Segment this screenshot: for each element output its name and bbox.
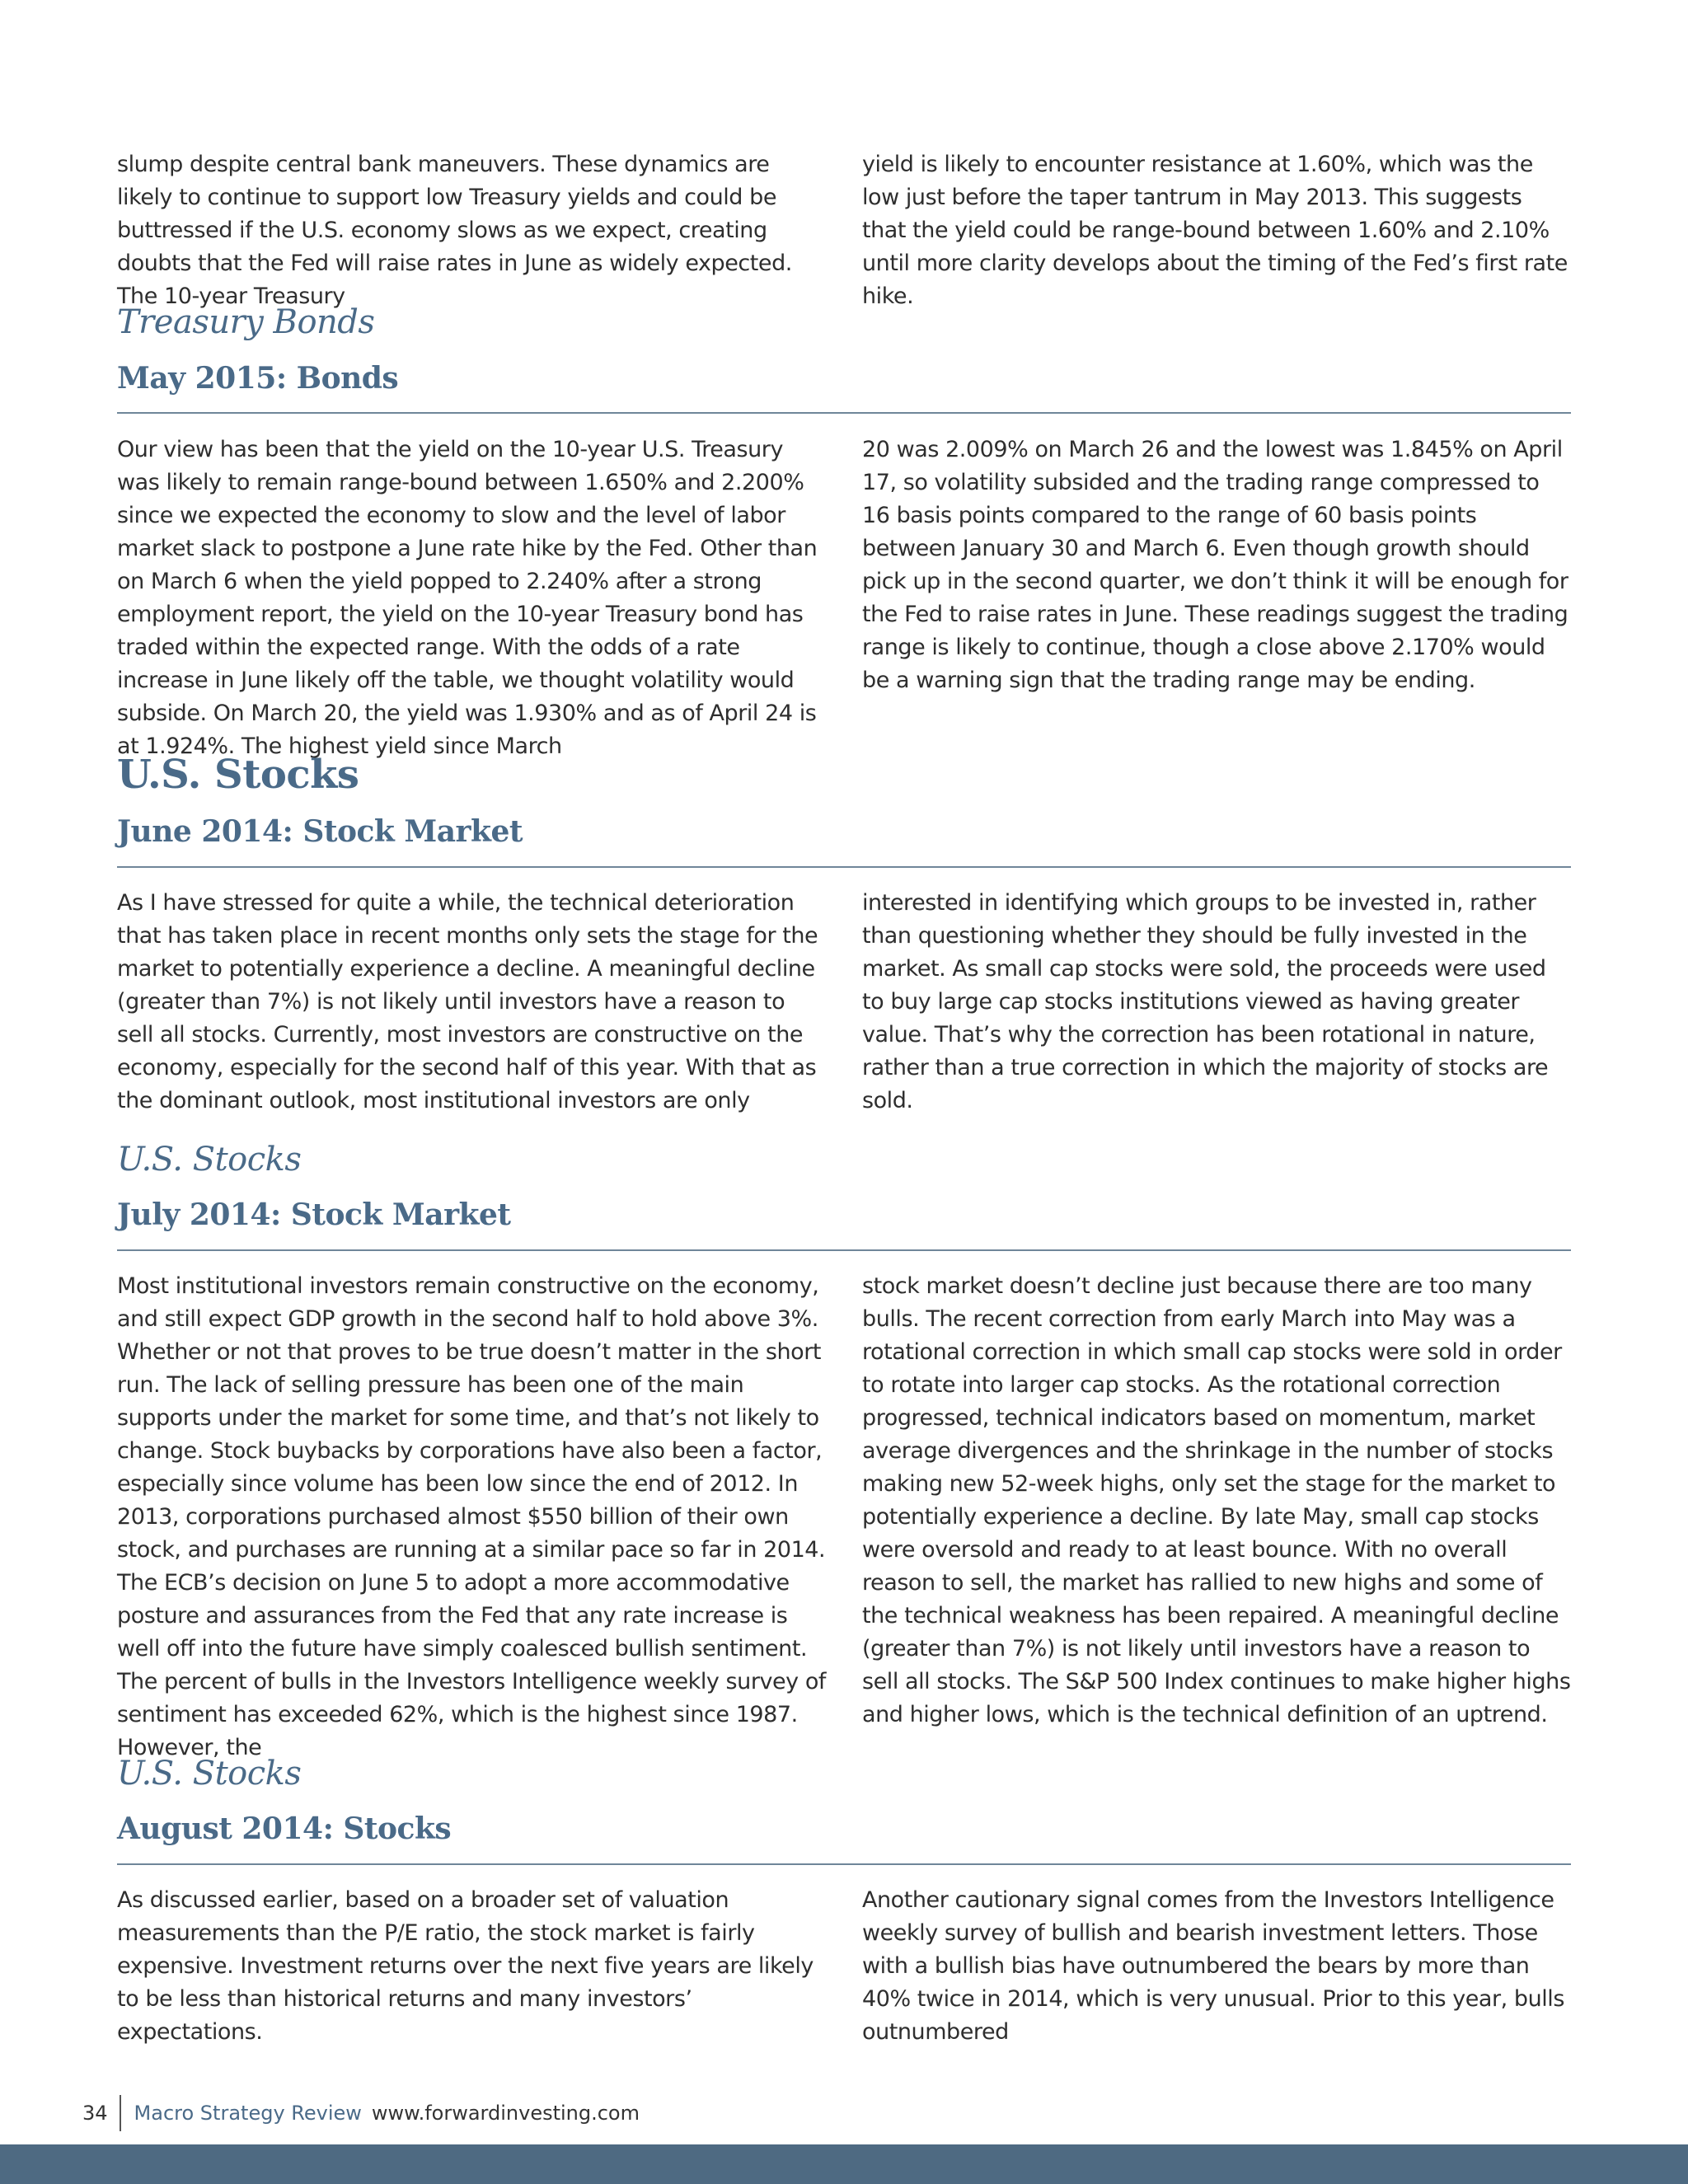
column-right xyxy=(862,434,1571,763)
publication-name: Macro Strategy Review xyxy=(134,2102,362,2125)
section-divider xyxy=(117,866,1571,868)
paragraph: Our view has been that the yield on the 10-year U.S. Treasury was likely to remain range-bound between 1.650% and 2.200% since we expected the economy to slow and the level of labor market slack to postpone a June rate hike by the Fed. Other than on March 6 when the yield popped to 2.240% after a strong employment report, the yield on the 10-year Treasury bond has traded within the expected range. With the odds of a rate increase in June likely off the table, we thought volatility would subside. On March 20, the yield was 1.930% and as of April 24 is at 1.924%. The highest yield since March xyxy=(117,437,818,759)
intro-columns xyxy=(117,148,1571,313)
column-left xyxy=(117,148,826,313)
website-url[interactable]: www.forwardinvesting.com xyxy=(371,2102,640,2125)
paragraph: interested in identifying which groups to be invested in, rather than questioning whether they should be fully invested in the market. As small cap stocks were sold, the proceeds were used to buy large cap stocks institutions viewed as having greater value. That’s why the correction has been rotational in nature, rather than a true correction in which the majority of stocks are sold. xyxy=(862,890,1549,1113)
paragraph: As I have stressed for quite a while, the technical deterioration that has taken place in recent months only sets the stage for the market to potentially experience a decline. A meaningful decline (greater than 7%) is not likely until investors have a reason to sell all stocks. Currently, most investors are constructive on the economy, especially for the second half of this year. With that as the dominant outlook, most institutional investors are only xyxy=(117,890,818,1113)
section-divider xyxy=(117,1863,1571,1865)
column-right xyxy=(862,148,1571,313)
june-columns xyxy=(117,887,1571,1118)
section-category: U.S. Stocks xyxy=(117,752,359,798)
section-divider xyxy=(117,1249,1571,1251)
column-left xyxy=(117,887,826,1118)
section-category: U.S. Stocks xyxy=(117,1755,302,1793)
section-category: Treasury Bonds xyxy=(117,303,375,341)
section-title: August 2014: Stocks xyxy=(117,1811,452,1846)
column-left xyxy=(117,1270,826,1765)
july-columns xyxy=(117,1270,1571,1765)
column-right xyxy=(862,1270,1571,1765)
section-divider xyxy=(117,412,1571,414)
paragraph: yield is likely to encounter resistance at 1.60%, which was the low just before the taper tantrum in May 2013. This suggests that the yield could be range-bound between 1.60% and 2.10% until more clarity develops about the timing of the Fed’s first rate hike. xyxy=(862,152,1568,309)
paragraph: slump despite central bank maneuvers. These dynamics are likely to continue to support low Treasury yields and could be buttressed if the U.S. economy slows as we expect, creating doubts that the Fed will raise rates in June as widely expected. The 10-year Treasury xyxy=(117,152,792,309)
section-category: U.S. Stocks xyxy=(117,1141,302,1179)
bonds-columns xyxy=(117,434,1571,763)
section-title: July 2014: Stock Market xyxy=(117,1197,511,1232)
paragraph: Most institutional investors remain constructive on the economy, and still expect GDP growth in the second half to hold above 3%. Whether or not that proves to be true doesn’t matter in the short run. The lack of selling pressure has been one of the main supports under the market for some time, and that’s not likely to change. Stock buybacks by corporations have also been a factor, especially since volume has been low since the end of 2012. In 2013, corporations purchased almost $550 billion of their own stock, and purchases are running at a similar pace so far in 2014. The ECB’s decision on June 5 to adopt a more accommodative posture and assurances from the Fed that any rate increase is well off into the future have simply coalesced bullish sentiment. The percent of bulls in the Investors Intelligence weekly survey of sentiment has exceeded 62%, which is the highest since 1987. However, the xyxy=(117,1273,826,1760)
column-left xyxy=(117,434,826,763)
footer-divider xyxy=(120,2095,121,2131)
section-title: May 2015: Bonds xyxy=(117,361,399,396)
column-right xyxy=(862,1884,1571,2049)
footer-band xyxy=(0,2144,1688,2184)
column-left xyxy=(117,1884,826,2049)
august-columns xyxy=(117,1884,1571,2049)
paragraph: As discussed earlier, based on a broader set of valuation measurements than the P/E ratio, the stock market is fairly expensive. Investment returns over the next five years are likely to be less than historical returns and many investors’ expectations. xyxy=(117,1887,814,2045)
paragraph: stock market doesn’t decline just because there are too many bulls. The recent correction from early March into May was a rotational correction in which small cap stocks were sold in order to rotate into larger cap stocks. As the rotational correction progressed, technical indicators based on momentum, market average divergences and the shrinkage in the number of stocks making new 52-week highs, only set the stage for the market to potentially experience a decline. By late May, small cap stocks were oversold and ready to at least bounce. With no overall reason to sell, the market has rallied to new highs and some of the technical weakness has been repaired. A meaningful decline (greater than 7%) is not likely until investors have a reason to sell all stocks. The S&P 500 Index continues to make higher highs and higher lows, which is the technical definition of an uptrend. xyxy=(862,1273,1571,1727)
paragraph: 20 was 2.009% on March 26 and the lowest was 1.845% on April 17, so volatility subsided and the trading range compressed to 16 basis points compared to the range of 60 basis points between January 30 and March 6. Even though growth should pick up in the second quarter, we don’t think it will be enough for the Fed to raise rates in June. These readings suggest the trading range is likely to continue, though a close above 2.170% would be a warning sign that the trading range may be ending. xyxy=(862,437,1568,693)
page-number: 34 xyxy=(82,2102,108,2125)
paragraph: Another cautionary signal comes from the Investors Intelligence weekly survey of bullish and bearish investment letters. Those with a bullish bias have outnumbered the bears by more than 40% twice in 2014, which is very unusual. Prior to this year, bulls outnumbered xyxy=(862,1887,1564,2045)
column-right xyxy=(862,887,1571,1118)
page-footer xyxy=(82,2095,640,2131)
section-title: June 2014: Stock Market xyxy=(117,814,523,849)
